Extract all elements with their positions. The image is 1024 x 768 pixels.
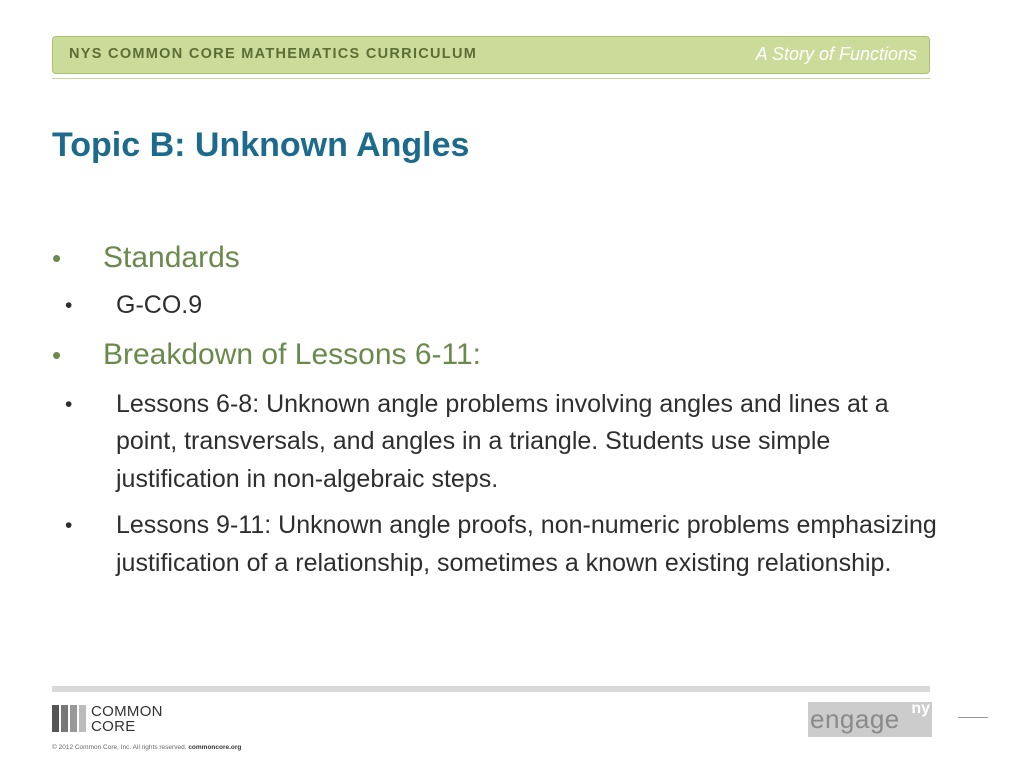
copyright-notice — [52, 744, 241, 751]
bullet-standards — [52, 238, 942, 278]
engage-word: engage — [810, 704, 900, 734]
logo-text — [91, 704, 163, 734]
footer-divider — [52, 686, 930, 692]
logo-line-1: COMMON — [91, 703, 163, 720]
bullet-lesson-item — [52, 386, 942, 499]
copyright-text: © 2012 Common Core, Inc. All rights reserved. — [52, 744, 187, 751]
bullet-list — [52, 238, 942, 582]
bullet-breakdown-label: Breakdown of Lessons 6-11: — [103, 337, 482, 371]
bullet-dot-icon: • — [65, 514, 73, 537]
curriculum-header — [52, 36, 930, 74]
copyright-link[interactable]: commoncore.org — [188, 744, 242, 751]
bullet-lesson-text: Lessons 9-11: Unknown angle proofs, non-numeric problems emphasizing justification of a relationship, sometimes a known existing relationship. — [116, 511, 937, 577]
page-title: Topic B: Unknown Angles — [52, 126, 470, 164]
side-dash — [958, 717, 988, 718]
logo-line-2: CORE — [91, 718, 136, 735]
bullet-standard-text: G-CO.9 — [116, 291, 203, 319]
bullet-lesson-item — [52, 507, 942, 582]
bullet-dot-icon: • — [65, 294, 73, 317]
common-core-logo — [52, 703, 212, 735]
story-title: A Story of Functions — [755, 44, 917, 64]
bullet-breakdown — [52, 335, 942, 375]
curriculum-title: NYS COMMON CORE MATHEMATICS CURRICULUM — [69, 46, 478, 62]
bullet-dot-icon: • — [52, 339, 62, 370]
bullet-dot-icon: • — [65, 392, 73, 416]
engageny-logo — [808, 702, 932, 737]
bullet-lesson-text: Lessons 6-8: Unknown angle problems involving angles and lines at a point, transversals, and angles in a triangle. Students use simple justification in non-algebraic steps. — [116, 389, 889, 493]
bullet-standard-item — [52, 287, 942, 325]
bullet-dot-icon: • — [52, 243, 62, 273]
engage-ny: ny — [911, 700, 930, 717]
header-divider — [52, 78, 930, 79]
bullet-standards-label: Standards — [103, 241, 240, 274]
